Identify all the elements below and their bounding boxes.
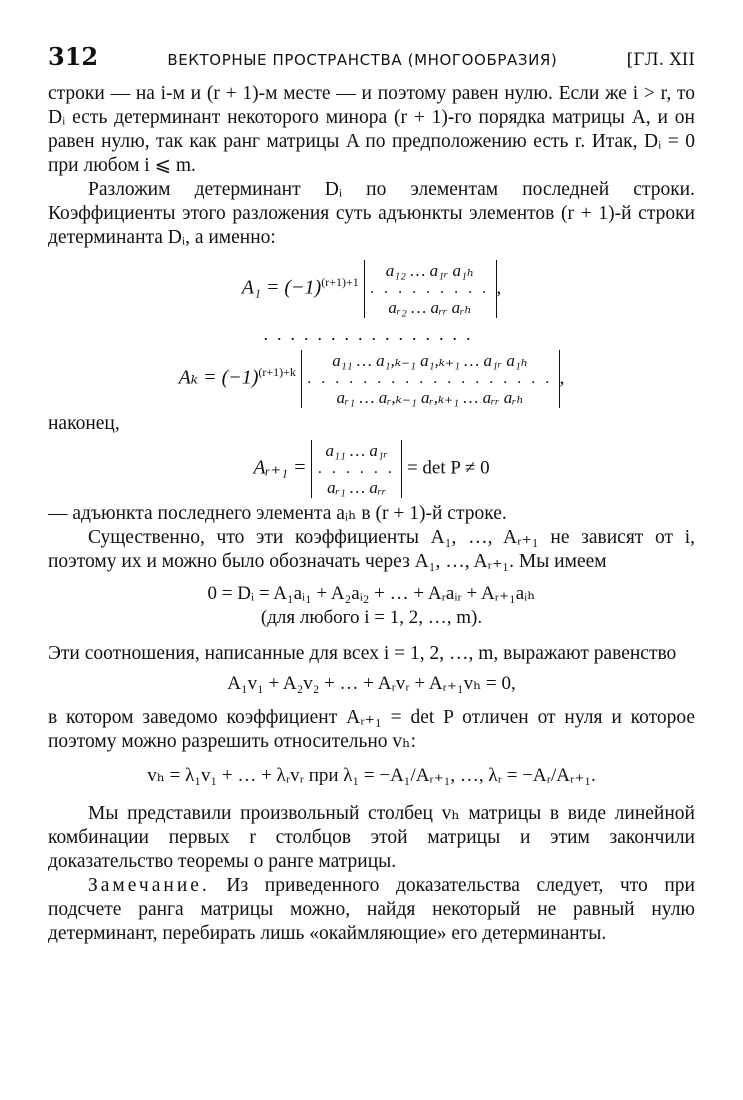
running-title: ВЕКТОРНЫЕ ПРОСТРАНСТВА (МНОГООБРАЗИЯ) <box>167 51 558 69</box>
equation-a1-tail: , <box>496 277 502 299</box>
equation-di-note: (для любого i = 1, 2, …, m). <box>260 607 483 628</box>
det-row: . . . . . . . . . . . . . . . . . . <box>307 370 553 387</box>
paragraph-4: Существенно, что эти коэффициенты A₁, …, Aᵣ₊₁ не зависят от i, поэтому их и можно было обозначать через A₁, …, Aᵣ₊₁. Мы имеем <box>48 527 695 572</box>
finally-label: наконец, <box>48 413 120 434</box>
paragraph-7: Мы представили произвольный столбец vₕ матрицы в виде линейной комбинации первых r столбцов этой матрицы и этим закончили доказательство теоремы о ранге матрицы. <box>48 803 695 872</box>
equation-a1-lhs: A₁ = (−1) <box>241 276 322 299</box>
equation-vector-sum: A₁v₁ + A₂v₂ + … + Aᵣvᵣ + Aᵣ₊₁vₕ = 0, <box>227 673 516 694</box>
det-row: aᵣ₂ … aᵣᵣ aᵣₕ <box>388 298 472 317</box>
determinant-a1 <box>364 260 497 318</box>
equation-di: 0 = Dᵢ = A₁aᵢ₁ + A₂aᵢ₂ + … + Aᵣaᵢᵣ + Aᵣ₊₁aᵢₕ <box>207 583 536 604</box>
det-row: . . . . . . <box>318 460 396 477</box>
paragraph-3: — адъюнкта последнего элемента aᵢₕ в (r + 1)-й строке. <box>48 503 507 524</box>
equation-ak-tail: , <box>559 367 565 389</box>
equation-a1-exponent: (r+1)+1 <box>321 275 359 290</box>
equation-vh: vₕ = λ₁v₁ + … + λᵣvᵣ при λ₁ = −A₁/Aᵣ₊₁, …, λᵣ = −Aᵣ/Aᵣ₊₁. <box>147 765 596 786</box>
paragraph-1: строки — на i-м и (r + 1)-м месте — и поэтому равен нулю. Если же i > r, то Dᵢ есть детерминант некоторого минора (r + 1)-го порядка матрицы A, и он равен нулю, так как ранг матрицы A по предположению есть r. Итак, Dᵢ = 0 при любом i ⩽ m. <box>48 83 695 176</box>
paragraph-6: в котором заведомо коэффициент Aᵣ₊₁ = det P отличен от нуля и которое поэтому можно разрешить относительно vₕ: <box>48 707 695 752</box>
paragraph-2: Разложим детерминант Dᵢ по элементам последней строки. Коэффициенты этого разложения суть адъюнкты элементов (r + 1)-й строки детерминанта Dᵢ, а именно: <box>48 179 695 248</box>
page-number: 312 <box>48 42 99 71</box>
page-header <box>48 42 695 82</box>
separator-dots: ................ <box>263 324 480 344</box>
equation-ak-lhs: Aₖ = (−1) <box>178 366 259 389</box>
det-row: a₁₁ … a₁ᵣ <box>325 441 388 460</box>
det-row: aᵣ₁ … aᵣᵣ <box>327 478 387 497</box>
chapter-label: [ГЛ. XII <box>626 50 695 70</box>
equation-ar1-tail: = det P ≠ 0 <box>406 457 490 479</box>
det-row: . . . . . . . . . <box>370 280 490 297</box>
det-row: aᵣ₁ … aᵣ,ₖ₋₁ aᵣ,ₖ₊₁ … aᵣᵣ aᵣₕ <box>336 388 524 407</box>
determinant-ar1 <box>311 440 402 498</box>
paragraph-5: Эти соотношения, написанные для всех i = 1, 2, …, m, выражают равенство <box>48 643 677 664</box>
remark-text: Из приведенного доказательства следует, что при подсчете ранга матрицы можно, найдя некоторый не равный нулю детерминант, перебирать лишь «окаймляющие» его детерминанты. <box>48 875 695 944</box>
determinant-ak <box>301 350 560 408</box>
equation-ar1 <box>48 440 695 498</box>
equation-ar1-lhs: Aᵣ₊₁ = <box>253 456 307 479</box>
det-row: a₁₂ … a₁ᵣ a₁ₕ <box>385 261 475 280</box>
equation-ak-exponent: (r+1)+k <box>258 365 296 380</box>
remark-label: Замечание. <box>88 875 210 896</box>
det-row: a₁₁ … a₁,ₖ₋₁ a₁,ₖ₊₁ … a₁ᵣ a₁ₕ <box>332 351 529 370</box>
equation-a1 <box>48 260 695 318</box>
equation-ak <box>48 350 695 408</box>
remark-paragraph <box>48 874 695 946</box>
